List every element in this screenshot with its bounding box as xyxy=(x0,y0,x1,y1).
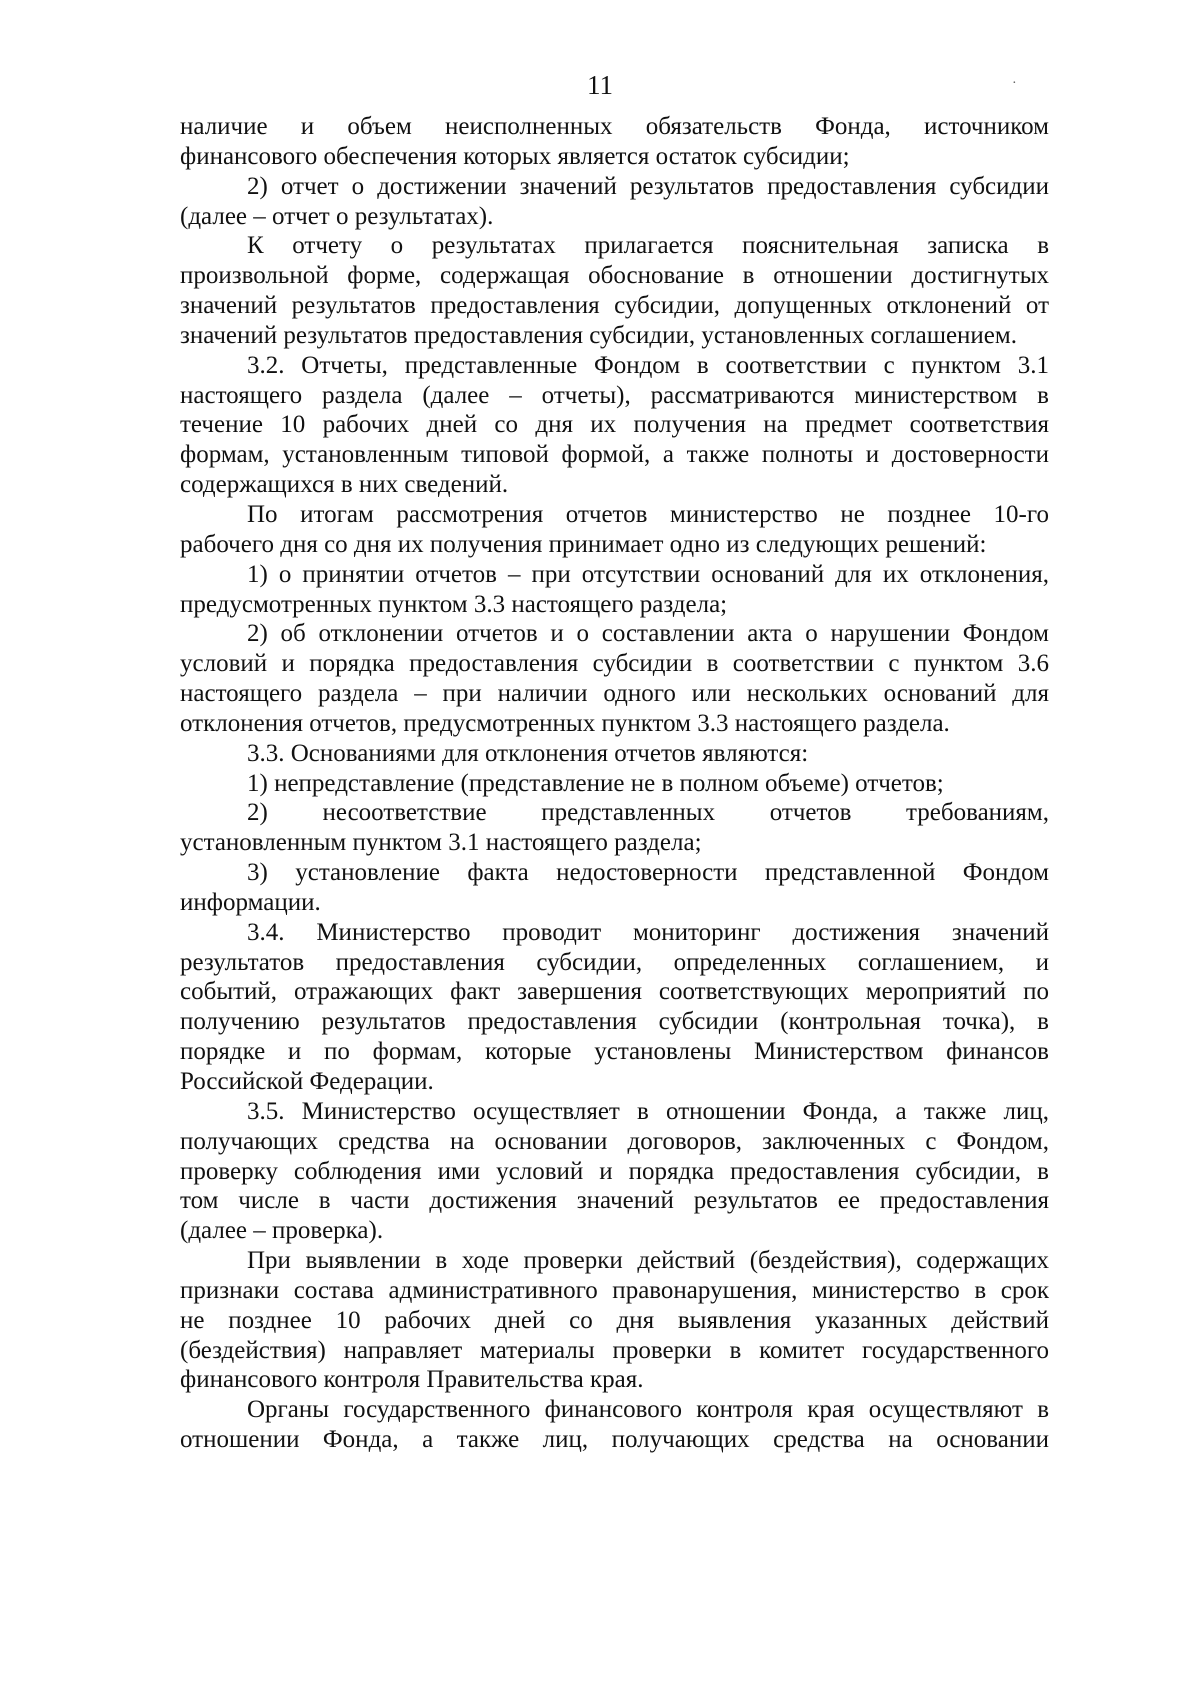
text-line: рабочего дня со дня их получения принимает одно из следующих решений: xyxy=(180,530,987,558)
text-line: 3.4. Министерство проводит мониторинг достижения значений xyxy=(247,918,1049,946)
text-line: отношении Фонда, а также лиц, получающих средства на основании xyxy=(180,1426,1049,1454)
text-line: порядке и по формам, которые установлены Министерством финансов xyxy=(180,1038,1049,1066)
text-line: произвольной форме, содержащая обоснование в отношении достигнутых xyxy=(180,262,1049,290)
text-line: значений результатов предоставления субсидии, установленных соглашением. xyxy=(180,321,1017,349)
text-line: (далее – отчет о результатах). xyxy=(180,202,494,230)
text-line: настоящего раздела (далее – отчеты), рассматриваются министерством в xyxy=(180,381,1049,409)
text-line: К отчету о результатах прилагается пояснительная записка в xyxy=(247,232,1049,260)
text-line: настоящего раздела – при наличии одного или нескольких оснований для xyxy=(180,680,1049,708)
text-line: 3) установление факта недостоверности представленной Фондом xyxy=(247,859,1049,887)
text-line: наличие и объем неисполненных обязательств Фонда, источником xyxy=(180,113,1049,140)
paragraph xyxy=(180,1246,1049,1395)
paragraph xyxy=(180,560,1049,620)
text-line: 1) непредставление (представление не в полном объеме) отчетов; xyxy=(247,769,944,797)
text-line: формам, установленным типовой формой, а также полноты и достоверности xyxy=(180,441,1049,469)
text-line: При выявлении в ходе проверки действий (бездействия), содержащих xyxy=(247,1247,1049,1275)
text-line: содержащихся в них сведений. xyxy=(180,471,509,499)
text-line: 1) о принятии отчетов – при отсутствии оснований для их отклонения, xyxy=(247,560,1049,588)
text-line: получающих средства на основании договоров, заключенных с Фондом, xyxy=(180,1127,1049,1155)
text-line: получению результатов предоставления субсидии (контрольная точка), в xyxy=(180,1008,1049,1036)
text-line: установленным пунктом 3.1 настоящего раздела; xyxy=(180,829,702,857)
text-line: 2) об отклонении отчетов и о составлении акта о нарушении Фондом xyxy=(247,620,1049,648)
paragraph xyxy=(180,619,1049,738)
text-line: (бездействия) направляет материалы проверки в комитет государственного xyxy=(180,1336,1049,1364)
page-number: 11 xyxy=(587,70,613,100)
text-line: финансового обеспечения которых является остаток субсидии; xyxy=(180,142,850,170)
paragraph xyxy=(180,918,1049,1097)
document-body xyxy=(180,112,1049,1455)
text-line: По итогам рассмотрения отчетов министерство не позднее 10-го xyxy=(247,500,1049,528)
paragraph xyxy=(180,231,1049,350)
paragraph xyxy=(180,798,1049,858)
paragraph xyxy=(180,172,1049,232)
text-line: 2) отчет о достижении значений результатов предоставления субсидии xyxy=(247,172,1049,200)
text-line: том числе в части достижения значений результатов ее предоставления xyxy=(180,1187,1049,1215)
text-line: не позднее 10 рабочих дней со дня выявления указанных действий xyxy=(180,1306,1049,1334)
paragraph xyxy=(180,739,1049,769)
text-line: отклонения отчетов, предусмотренных пунктом 3.3 настоящего раздела. xyxy=(180,709,950,737)
text-line: признаки состава административного правонарушения, министерство в срок xyxy=(180,1276,1049,1304)
paragraph xyxy=(180,351,1049,500)
text-line: Российской Федерации. xyxy=(180,1068,434,1095)
text-line: информации. xyxy=(180,888,321,916)
text-line: 3.5. Министерство осуществляет в отношении Фонда, а также лиц, xyxy=(247,1097,1049,1125)
paragraph xyxy=(180,112,1049,172)
text-line: течение 10 рабочих дней со дня их получения на предмет соответствия xyxy=(180,411,1049,439)
text-line: значений результатов предоставления субсидии, допущенных отклонений от xyxy=(180,292,1049,320)
text-line: 3.3. Основаниями для отклонения отчетов являются: xyxy=(247,739,809,767)
text-line: (далее – проверка). xyxy=(180,1217,384,1245)
text-line: 3.2. Отчеты, представленные Фондом в соответствии с пунктом 3.1 xyxy=(247,351,1049,379)
text-line: финансового контроля Правительства края. xyxy=(180,1366,644,1394)
text-line: событий, отражающих факт завершения соответствующих мероприятий по xyxy=(180,978,1049,1006)
paragraph xyxy=(180,1395,1049,1455)
text-line: условий и порядка предоставления субсидии в соответствии с пунктом 3.6 xyxy=(180,650,1049,678)
scan-speck: · xyxy=(1012,76,1017,91)
paragraph xyxy=(180,858,1049,918)
text-line: 2) несоответствие представленных отчетов требованиям, xyxy=(247,799,1049,827)
paragraph xyxy=(180,769,1049,799)
text-line: Органы государственного финансового контроля края осуществляют в xyxy=(247,1396,1049,1424)
text-line: проверку соблюдения ими условий и порядка предоставления субсидии, в xyxy=(180,1157,1049,1185)
text-line: предусмотренных пунктом 3.3 настоящего раздела; xyxy=(180,590,728,618)
paragraph xyxy=(180,500,1049,560)
paragraph xyxy=(180,1097,1049,1246)
text-line: результатов предоставления субсидии, определенных соглашением, и xyxy=(180,948,1049,976)
